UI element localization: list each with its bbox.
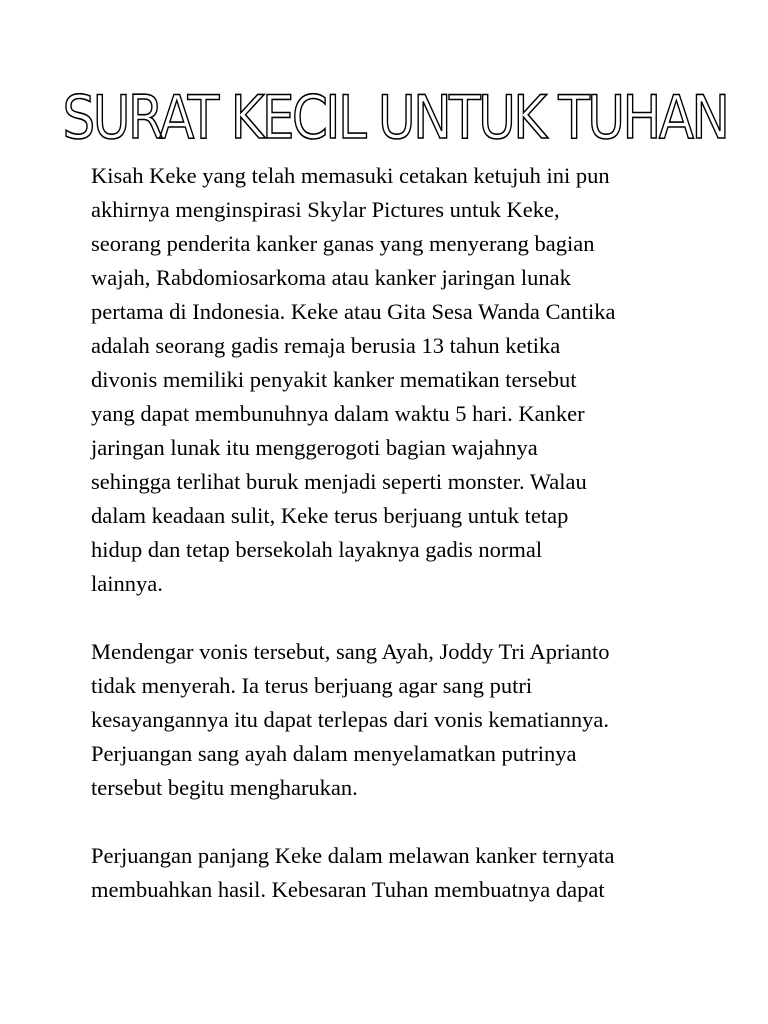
text-line: Perjuangan panjang Keke dalam melawan kanker ternyata (91, 843, 615, 868)
text-line: tidak menyerah. Ia terus berjuang agar sang putri (91, 673, 533, 698)
text-line: Kisah Keke yang telah memasuki cetakan ketujuh ini pun (91, 163, 610, 188)
text-line: jaringan lunak itu menggerogoti bagian wajahnya (91, 435, 538, 460)
text-line: seorang penderita kanker ganas yang menyerang bagian (91, 231, 595, 256)
text-line: lainnya. (91, 571, 163, 596)
paragraph-gap (91, 601, 691, 635)
text-line: kesayangannya itu dapat terlepas dari vonis kematiannya. (91, 707, 609, 732)
text-line: dalam keadaan sulit, Keke terus berjuang untuk tetap (91, 503, 569, 528)
paragraph-gap (91, 805, 691, 839)
paragraph-3 (91, 839, 691, 907)
paragraph-1 (91, 159, 691, 601)
text-line: yang dapat membunuhnya dalam waktu 5 hari. Kanker (91, 401, 585, 426)
text-line: Perjuangan sang ayah dalam menyelamatkan putrinya (91, 741, 577, 766)
text-line: adalah seorang gadis remaja berusia 13 tahun ketika (91, 333, 561, 358)
text-line: hidup dan tetap bersekolah layaknya gadis normal (91, 537, 543, 562)
document-body (91, 159, 691, 907)
text-line: akhirnya menginspirasi Skylar Pictures untuk Keke, (91, 197, 560, 222)
text-line: membuahkan hasil. Kebesaran Tuhan membuatnya dapat (91, 877, 605, 902)
text-line: divonis memiliki penyakit kanker mematikan tersebut (91, 367, 577, 392)
text-line: sehingga terlihat buruk menjadi seperti monster. Walau (91, 469, 587, 494)
text-line: tersebut begitu mengharukan. (91, 775, 358, 800)
document-title: SURAT KECIL UNTUK TUHAN (62, 83, 728, 153)
text-line: Mendengar vonis tersebut, sang Ayah, Joddy Tri Aprianto (91, 639, 610, 664)
text-line: wajah, Rabdomiosarkoma atau kanker jaringan lunak (91, 265, 571, 290)
text-line: pertama di Indonesia. Keke atau Gita Sesa Wanda Cantika (91, 299, 616, 324)
paragraph-2 (91, 635, 691, 805)
